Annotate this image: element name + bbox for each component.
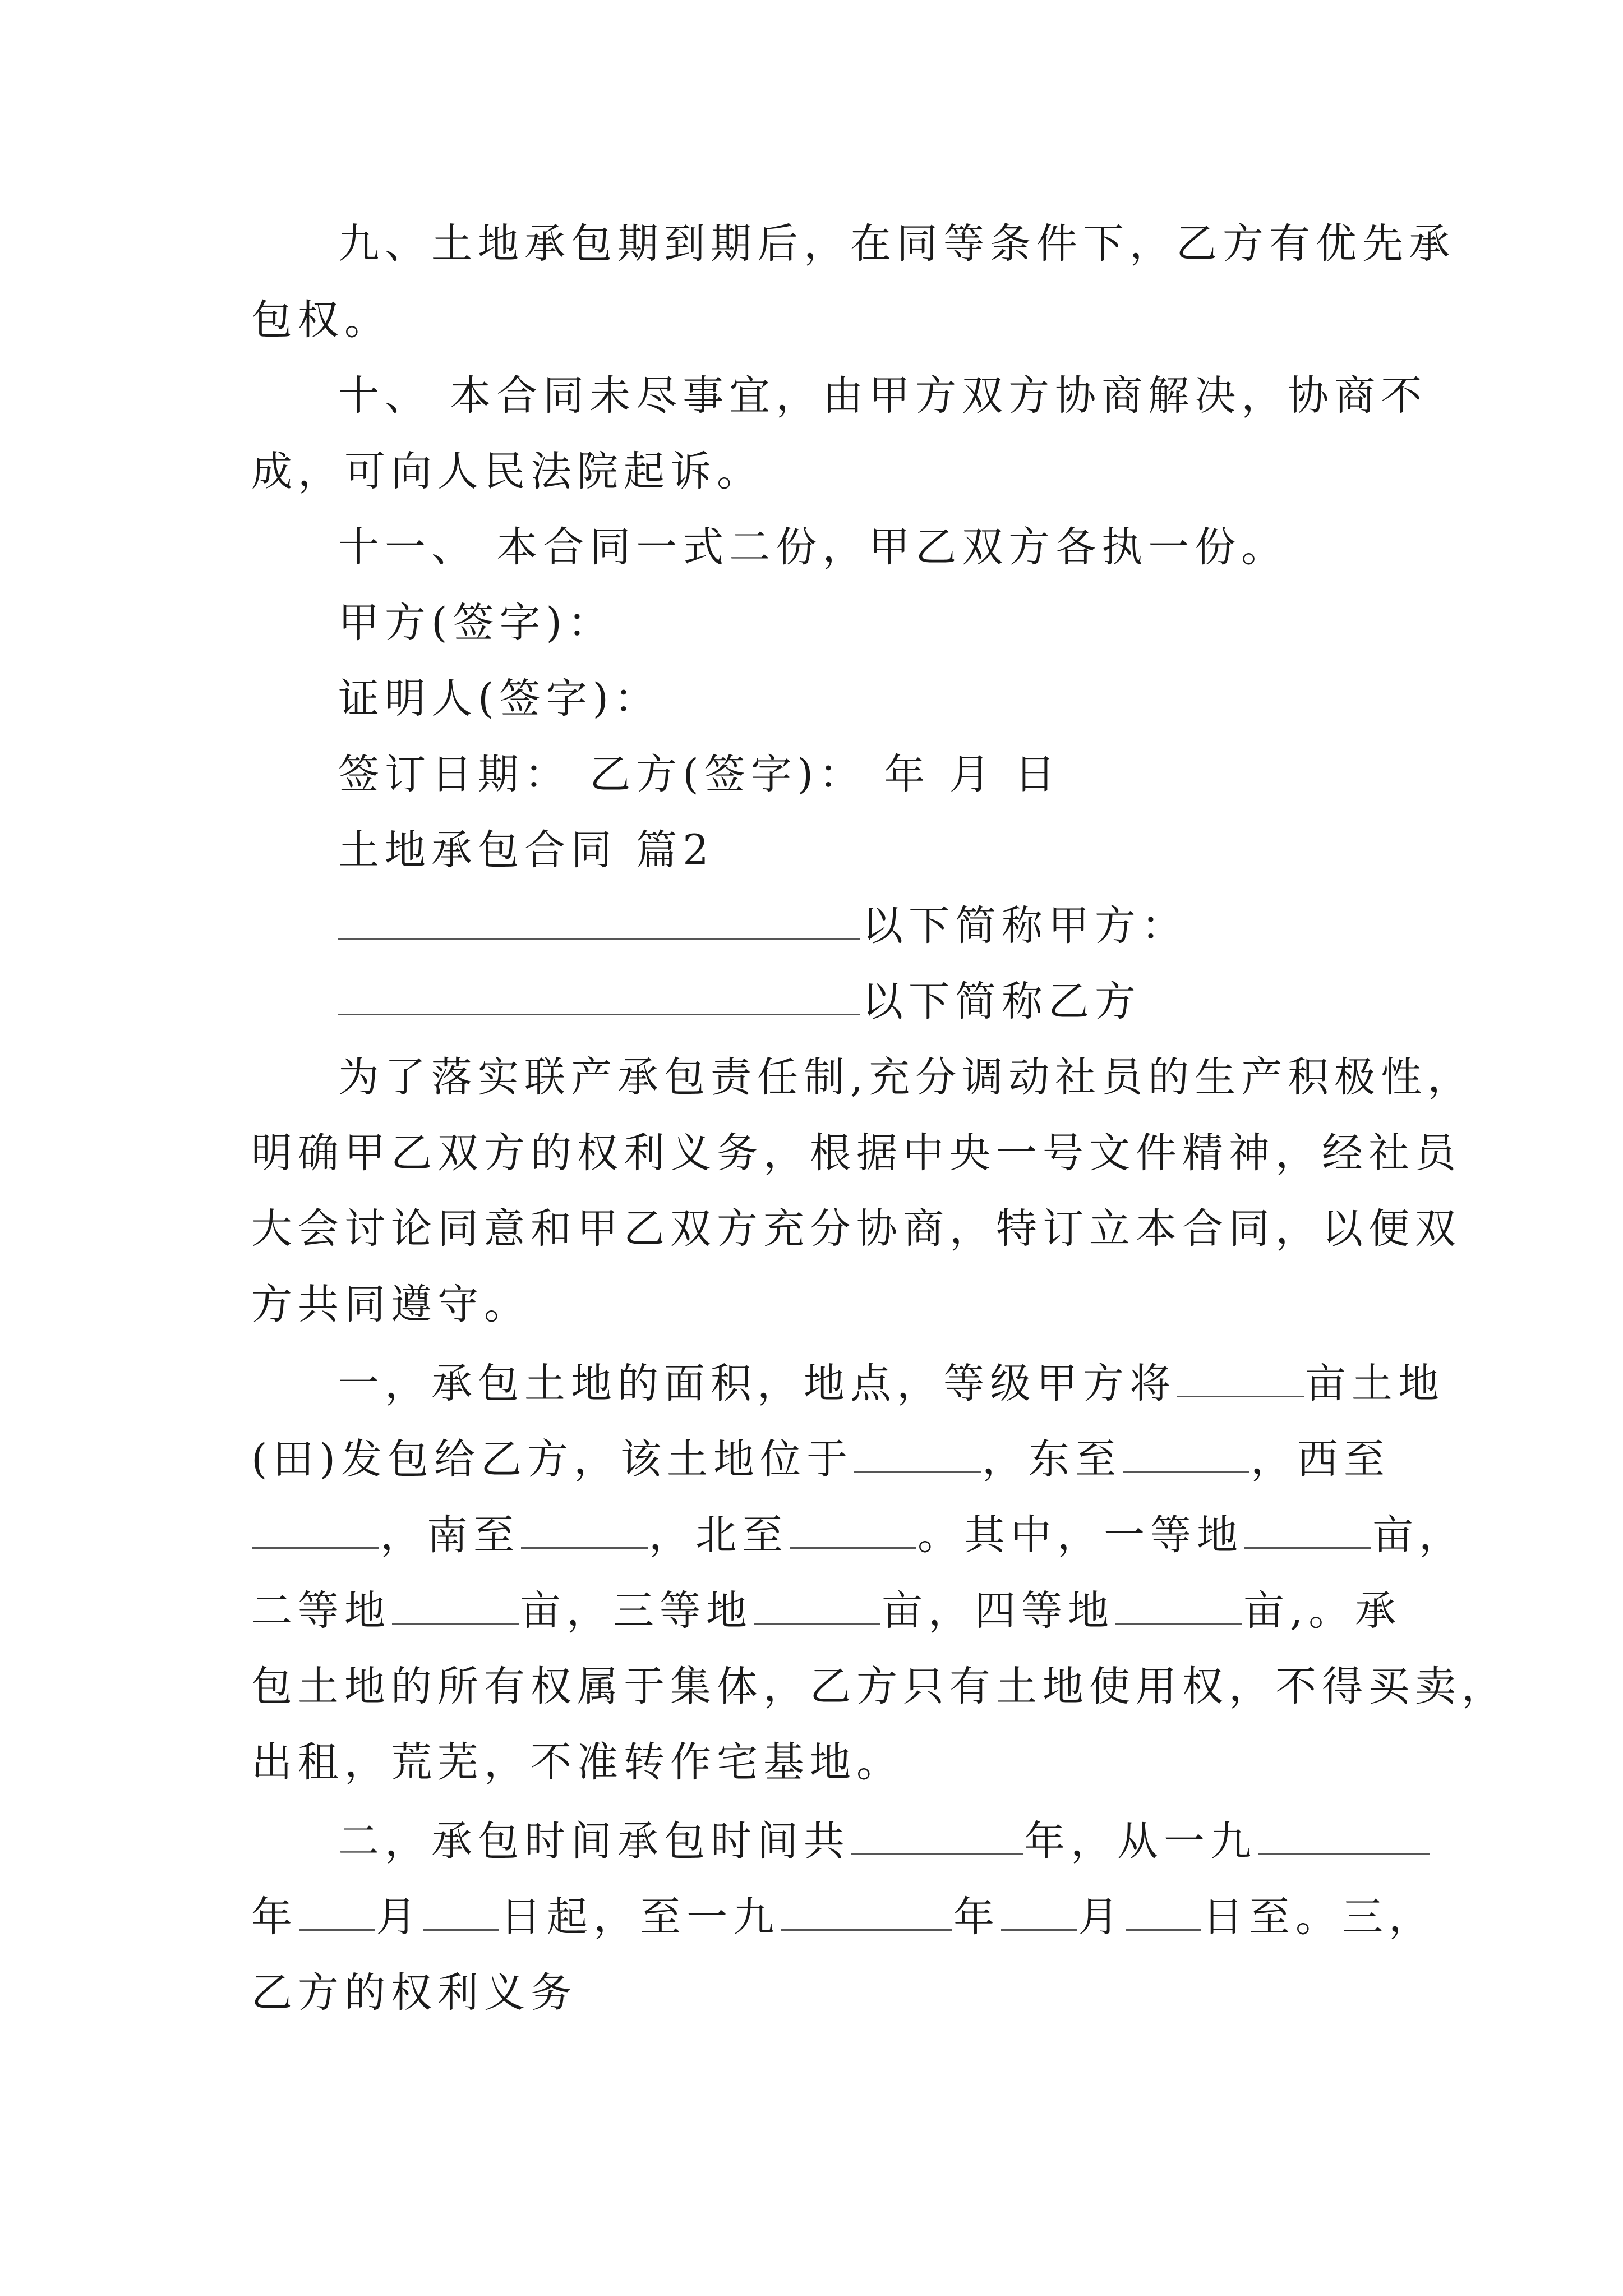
north-blank [790, 1508, 916, 1549]
clause-2-text-a: 二，承包时间承包时间共 [338, 1818, 850, 1865]
start-month-blank [299, 1890, 375, 1931]
south-blank [521, 1508, 648, 1549]
section-heading: 土地承包合同 篇2 [338, 826, 714, 874]
east-blank [1123, 1432, 1249, 1473]
clause-2-text-c: 年 [251, 1893, 298, 1941]
party-a-intro-text: 以下简称甲方： [862, 902, 1188, 950]
signing-date-line: 签订日期： 乙方(签字)： 年 月 日 [338, 751, 1061, 798]
preamble-line-4: 方共同遵守。 [251, 1281, 531, 1328]
clause-3-heading: 乙方的权利义务 [251, 1969, 577, 2017]
clause-1-text-e: ，西至 [1250, 1435, 1390, 1483]
clause-2-text-b: 年，从一九 [1024, 1818, 1257, 1865]
witness-signature: 证明人(签字)： [338, 675, 661, 723]
clause-1-text-k: 亩，三等地 [520, 1587, 753, 1635]
clause-9-line-2: 包权。 [251, 296, 391, 344]
preamble-line-3: 大会讨论同意和甲乙双方充分协商，特订立本合同，以便双 [251, 1205, 1461, 1253]
preamble-line-2: 明确甲乙双方的权利义务，根据中央一号文件精神，经社员 [251, 1129, 1461, 1177]
start-day-blank [423, 1890, 499, 1931]
clause-1-line-5: 包土地的所有权属于集体，乙方只有土地使用权，不得买卖， [251, 1663, 1508, 1710]
clause-1-text-i: 亩， [1372, 1511, 1465, 1559]
end-month-blank [1001, 1890, 1077, 1931]
clause-2-text-d: 月 [376, 1893, 422, 1941]
clause-1-line-2 [251, 1423, 1390, 1496]
clause-1-text-m: 亩,。承 [1243, 1587, 1402, 1635]
end-day-blank [1126, 1890, 1201, 1931]
party-a-signature: 甲方(签字)： [338, 599, 614, 647]
clause-1-text-f: ，南至 [380, 1511, 520, 1559]
party-b-intro [338, 965, 1390, 1038]
clause-1-line-6: 出租，荒芜，不准转作宅基地。 [251, 1738, 903, 1786]
clause-10-line-1: 十、 本合同未尽事宜，由甲方双方协商解决，协商不 [338, 372, 1428, 420]
clause-1-text-c: (田)发包给乙方，该土地位于 [251, 1435, 853, 1483]
grade-4-blank [1115, 1584, 1242, 1625]
grade-3-blank [754, 1584, 880, 1625]
clause-2-line-2 [251, 1881, 1435, 1954]
clause-1-line-3 [251, 1499, 1465, 1572]
party-a-name-blank [338, 899, 860, 940]
clause-9-line-1: 九、土地承包期到期后，在同等条件下，乙方有优先承 [338, 220, 1455, 268]
party-b-intro-text: 以下简称乙方 [862, 978, 1141, 1025]
west-blank [252, 1508, 379, 1549]
clause-2-text-f: 年 [953, 1893, 1000, 1941]
clause-1-text-g: ，北至 [649, 1511, 789, 1559]
start-year-blank [1258, 1814, 1430, 1855]
preamble-line-1: 为了落实联产承包责任制,充分调动社员的生产积极性， [338, 1053, 1474, 1101]
party-b-name-blank [338, 974, 860, 1015]
clause-1-text-a: 一，承包土地的面积，地点，等级甲方将 [338, 1360, 1176, 1407]
end-year-blank [781, 1890, 952, 1931]
clause-1-text-l: 亩，四等地 [882, 1587, 1114, 1635]
clause-10-line-2: 成，可向人民法院起诉。 [251, 448, 763, 495]
clause-1-text-h: 。其中，一等地 [917, 1511, 1243, 1559]
clause-2-text-g: 月 [1078, 1893, 1124, 1941]
area-blank [1177, 1356, 1304, 1397]
clause-1-text-d: ，东至 [981, 1435, 1122, 1483]
grade-1-blank [1244, 1508, 1371, 1549]
clause-1-line-1 [338, 1347, 1445, 1420]
party-a-intro [338, 890, 1390, 963]
clause-2-text-e: 日起，至一九 [500, 1893, 780, 1941]
clause-2-line-1 [338, 1805, 1390, 1878]
clause-11: 十一、 本合同一式二份，甲乙双方各执一份。 [338, 523, 1288, 571]
location-blank [854, 1432, 981, 1473]
grade-2-blank [392, 1584, 519, 1625]
clause-2-text-h: 日至。三， [1202, 1893, 1435, 1941]
clause-1-text-b: 亩土地 [1305, 1360, 1445, 1407]
term-years-blank [851, 1814, 1023, 1855]
clause-1-text-j: 二等地 [251, 1587, 391, 1635]
clause-1-line-4 [251, 1575, 1402, 1648]
